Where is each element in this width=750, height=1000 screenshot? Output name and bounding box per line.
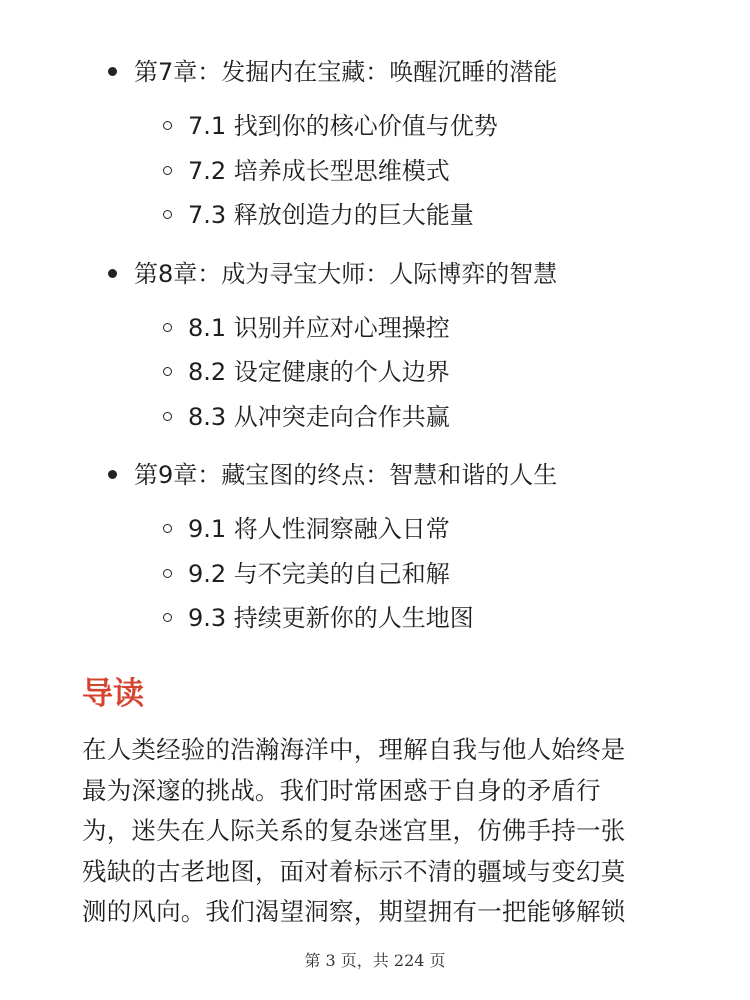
section-title: 7.1 找到你的核心价值与优势 (188, 112, 498, 140)
hollow-bullet-icon (163, 210, 172, 219)
filled-bullet-icon (108, 470, 117, 479)
hollow-bullet-icon (163, 613, 172, 622)
section-title: 7.3 释放创造力的巨大能量 (188, 201, 474, 229)
section-title: 9.1 将人性洞察融入日常 (188, 515, 450, 543)
chapter-title: 第8章：成为寻宝大师：人际博弈的智慧 (134, 259, 558, 288)
section-item (0, 596, 750, 641)
section-item (0, 395, 750, 440)
section-item (0, 507, 750, 552)
page-number: 第 3 页，共 224 页 (304, 951, 446, 970)
section-item (0, 193, 750, 238)
chapter-title: 第9章：藏宝图的终点：智慧和谐的人生 (134, 461, 558, 489)
section-item (0, 149, 750, 194)
section-list (0, 96, 750, 242)
section-list (0, 499, 750, 645)
paragraph-line: 测的风向。我们渴望洞察，期望拥有一把能够解锁 (82, 897, 626, 926)
hollow-bullet-icon (163, 121, 172, 130)
section-item (0, 104, 750, 149)
chapter-item (0, 250, 750, 298)
section-item (0, 306, 750, 351)
hollow-bullet-icon (163, 166, 172, 175)
hollow-bullet-icon (163, 323, 172, 332)
section-title: 9.3 持续更新你的人生地图 (188, 604, 474, 632)
paragraph-line: 在人类经验的浩瀚海洋中，理解自我与他人始终是 (82, 735, 626, 764)
hollow-bullet-icon (163, 524, 172, 533)
paragraph-line: 最为深邃的挑战。我们时常困惑于自身的矛盾行 (82, 775, 601, 805)
section-title: 8.2 设定健康的个人边界 (188, 358, 450, 386)
hollow-bullet-icon (163, 367, 172, 376)
hollow-bullet-icon (163, 569, 172, 578)
section-title: 9.2 与不完美的自己和解 (188, 559, 450, 588)
section-heading: 导读 (82, 676, 144, 712)
chapter-block (0, 48, 750, 242)
section-title: 8.3 从冲突走向合作共赢 (188, 402, 450, 431)
section-item (0, 350, 750, 395)
section-item (0, 552, 750, 597)
chapter-item (0, 48, 750, 96)
chapter-block (0, 451, 750, 645)
filled-bullet-icon (108, 67, 117, 76)
paragraph-line: 残缺的古老地图，面对着标示不清的疆域与变幻莫 (82, 856, 626, 886)
chapter-title: 第7章：发掘内在宝藏：唤醒沉睡的潜能 (134, 58, 558, 86)
paragraph-line: 为，迷失在人际关系的复杂迷宫里，仿佛手持一张 (82, 816, 626, 845)
table-of-contents (0, 48, 750, 653)
intro-paragraph (82, 730, 672, 933)
hollow-bullet-icon (163, 412, 172, 421)
section-list (0, 298, 750, 444)
filled-bullet-icon (108, 269, 117, 278)
section-title: 7.2 培养成长型思维模式 (188, 156, 450, 185)
chapter-block (0, 250, 750, 444)
chapter-item (0, 451, 750, 499)
section-title: 8.1 识别并应对心理操控 (188, 313, 450, 342)
